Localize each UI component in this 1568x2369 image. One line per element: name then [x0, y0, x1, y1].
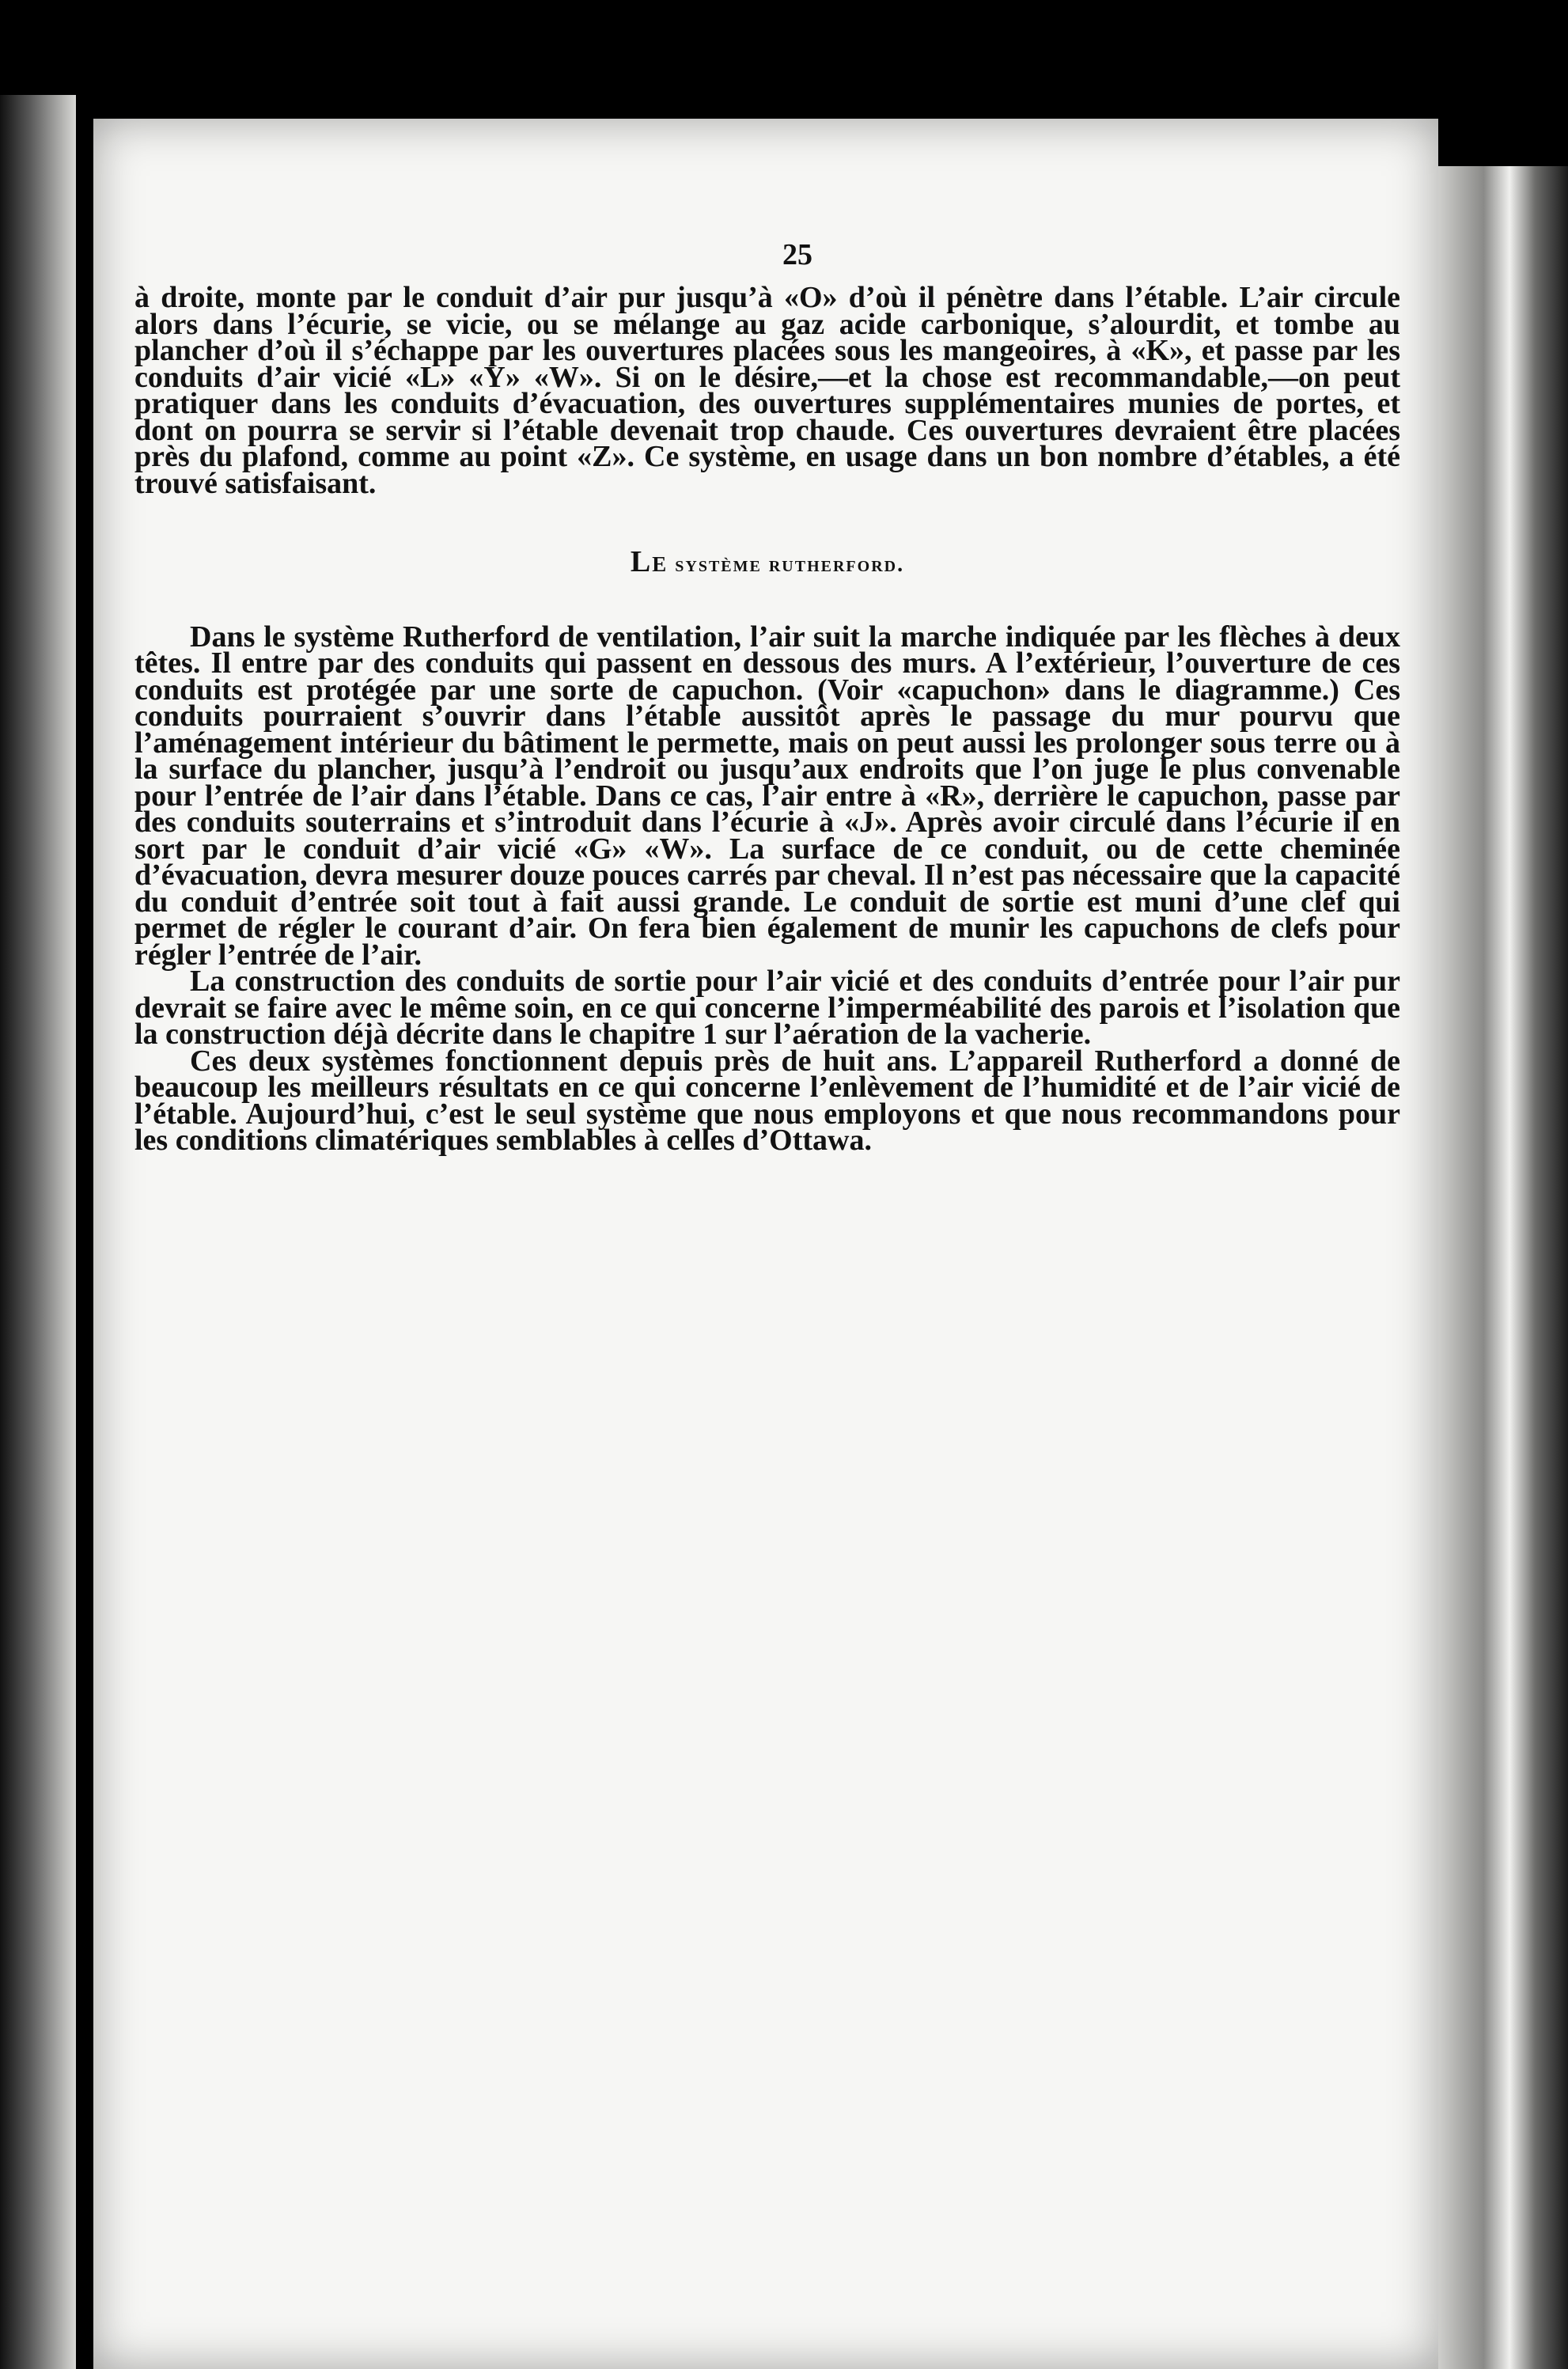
paragraph-construction: La construction des conduits de sortie pour l’air vicié et des conduits d’entrée pour l’air pur devrait se faire avec le même soin, en ce qui concerne l’imperméabilité des parois et l’isolation que la construction déjà décrite dans le chapitre 1 sur l’aération de la vacherie.: [134, 965, 1400, 1051]
section-heading-cap: Le: [630, 545, 668, 578]
paragraph-conclusion: Ces deux systèmes fonctionnent depuis près de huit ans. L’appareil Rutherford a donné de beaucoup les meilleurs résultats en ce qui concerne l’enlèvement de l’humidité et de l’air vicié de l’étable. Aujourd’hui, c’est le seul système que nous employons et que nous recommandons pour les conditions climatériques semblables à celles d’Ottawa.: [134, 1044, 1400, 1157]
scanned-page: [93, 119, 1438, 2369]
paragraph-continuation: à droite, monte par le conduit d’air pur jusqu’à «O» d’où il pénètre dans l’étable. L’air circule alors dans l’écurie, se vicie, ou se mélange au gaz acide carbonique, s’alourdit, et tombe au plancher d’où il s’échappe par les ouvertures placées sous les mangeoires, à «K», et passe par les conduits d’air vicié «L» «Y» «W». Si on le désire,—et la chose est recommandable,—on peut pratiquer dans les conduits d’évacuation, des ouvertures supplémentaires munies de portes, et dont on pourra se servir si l’étable devenait trop chaude. Ces ouvertures devraient être placées près du plafond, comme au point «Z». Ce système, en usage dans un bon nombre d’étables, a été trouvé satisfaisant.: [134, 281, 1400, 500]
right-page-edge: [1438, 166, 1568, 2369]
paragraph-rutherford-system: Dans le système Rutherford de ventilation, l’air suit la marche indiquée par les flèches à deux têtes. Il entre par des conduits qui passent en dessous des murs. A l’extérieur, l’ouverture de ces conduits est protégée par une sorte de capuchon. (Voir «capuchon» dans le diagramme.) Ces conduits pourraient s’ouvrir dans l’étable aussitôt après le passage du mur pourvu que l’aménagement intérieur du bâtiment le permette, mais on peut aussi les prolonger sous terre ou à la surface du plancher, jusqu’à l’endroit ou jusqu’aux endroits que l’on juge le plus convenable pour l’entrée de l’air dans l’étable. Dans ce cas, l’air entre à «R», derrière le capuchon, passe par des conduits souterrains et s’introduit dans l’écurie à «J». Après avoir circulé dans l’écurie il en sort par le conduit d’air vicié «G» «W». La surface de ce conduit, ou de cette cheminée d’évacuation, devra mesurer douze pouces carrés par cheval. Il n’est pas nécessaire que la capacité du conduit d’entrée soit tout à fait aussi grande. Le conduit de sortie est muni d’une clef qui permet de régler le courant d’air. On fera bien également de munir les capuchons de clefs pour régler l’entrée de l’air.: [134, 620, 1400, 972]
left-page-edge: [0, 95, 76, 2369]
section-heading: [134, 545, 1400, 578]
page-number: 25: [782, 238, 812, 271]
section-heading-rest: système rutherford.: [675, 552, 905, 577]
page-body: [134, 281, 1400, 1157]
